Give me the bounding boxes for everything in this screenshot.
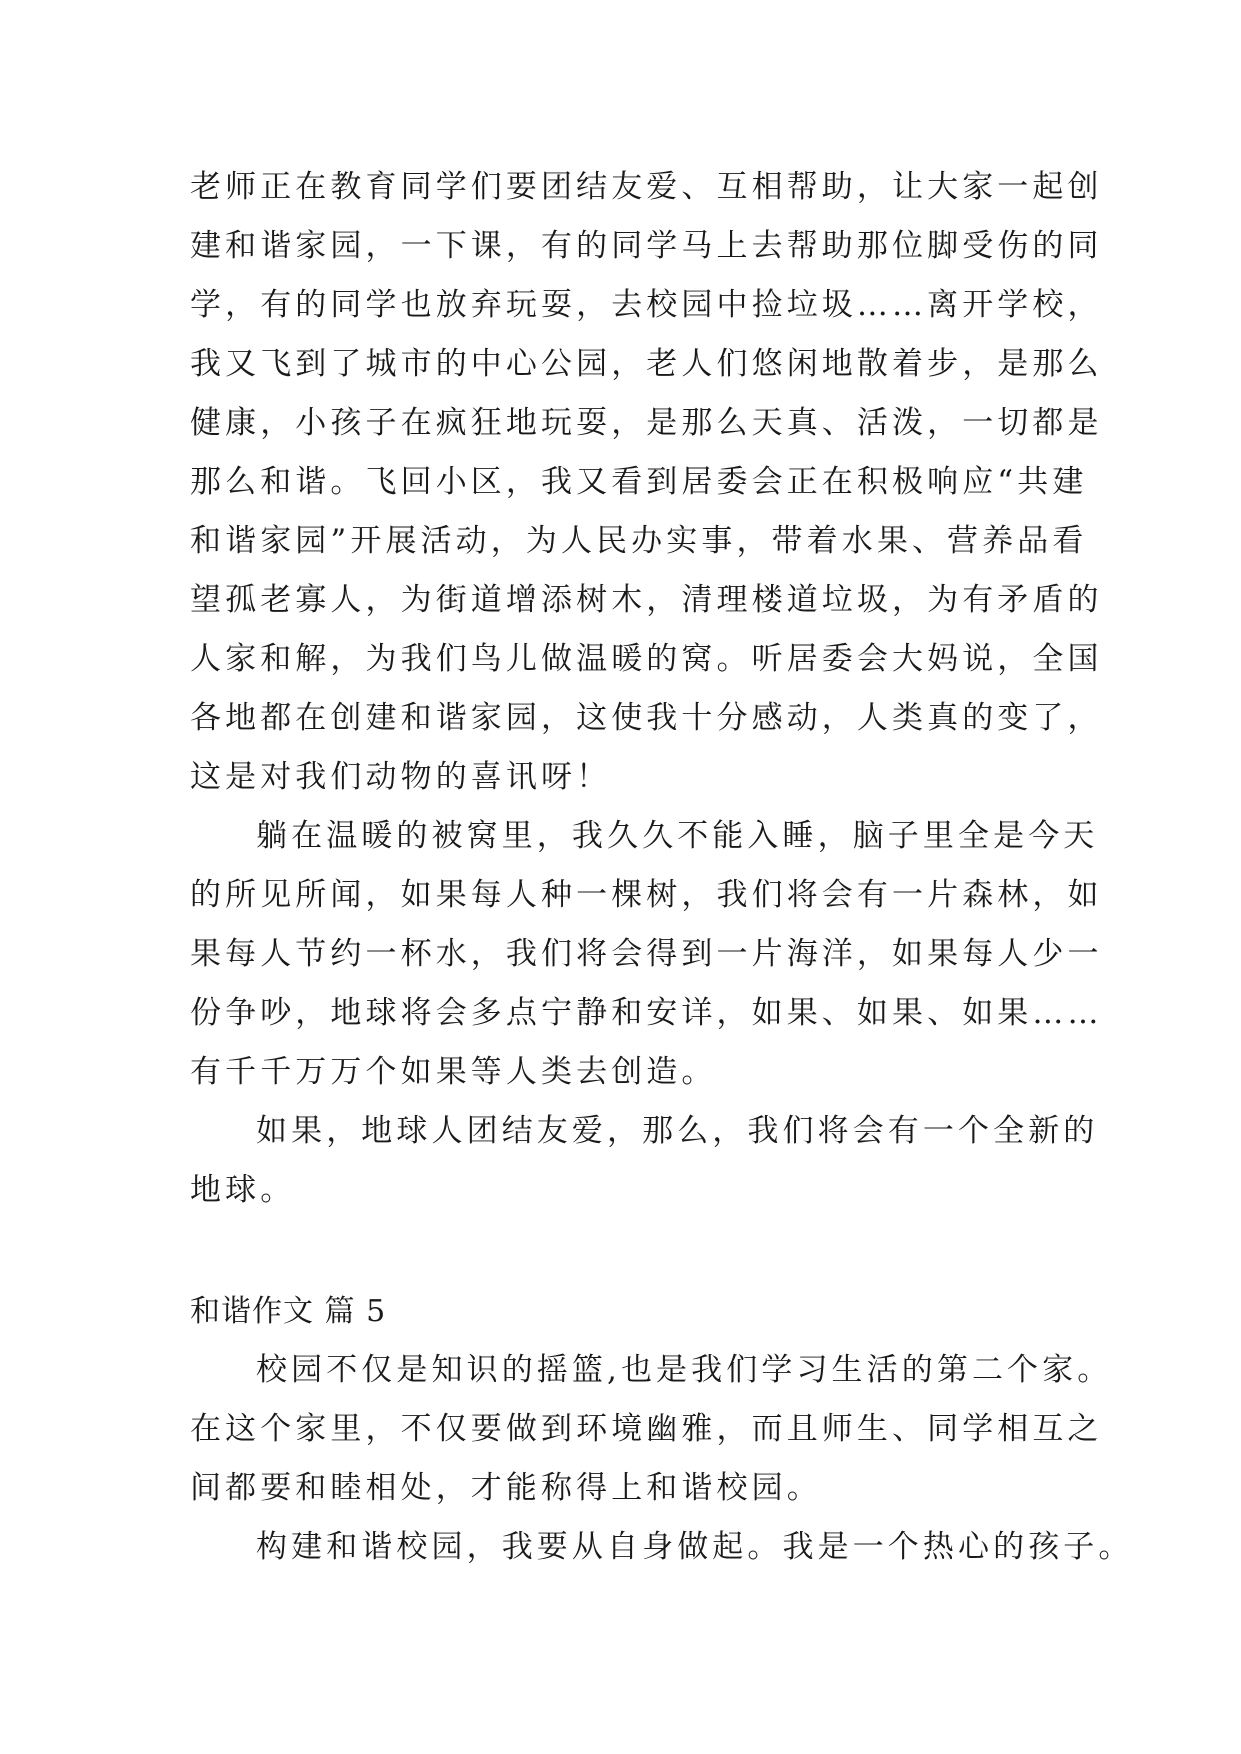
- text-line: 学，有的同学也放弃玩耍，去校园中捡垃圾……离开学校，: [190, 287, 1103, 323]
- text-line: 在这个家里，不仅要做到环境幽雅，而且师生、同学相互之: [190, 1411, 1103, 1447]
- text-line: 校园不仅是知识的摇篮,也是我们学习生活的第二个家。: [256, 1352, 1113, 1388]
- text-line: 这是对我们动物的喜讯呀！: [190, 759, 612, 795]
- text-line: 老师正在教育同学们要团结友爱、互相帮助，让大家一起创: [190, 169, 1103, 205]
- section-heading: 和谐作文 篇 5: [190, 1294, 387, 1329]
- text-line: 果每人节约一杯水，我们将会得到一片海洋，如果每人少一: [190, 936, 1103, 972]
- text-line: 那么和谐。飞回小区，我又看到居委会正在积极响应“共建: [190, 464, 1088, 500]
- text-line: 我又飞到了城市的中心公园，老人们悠闲地散着步，是那么: [190, 346, 1103, 382]
- text-line: 份争吵，地球将会多点宁静和安详，如果、如果、如果……: [190, 995, 1103, 1031]
- paragraph: [190, 1341, 1113, 1518]
- text-line: 躺在温暖的被窝里，我久久不能入睡，脑子里全是今天: [256, 818, 1099, 854]
- text-line: 人家和解，为我们鸟儿做温暖的窝。听居委会大妈说，全国: [190, 641, 1103, 677]
- section-gap: [190, 1220, 1070, 1282]
- document-body: [190, 158, 1134, 1577]
- text-line: 建和谐家园，一下课，有的同学马上去帮助那位脚受伤的同: [190, 228, 1103, 264]
- text-line: 和谐家园”开展活动，为人民办实事，带着水果、营养品看: [190, 523, 1088, 559]
- text-line: 健康，小孩子在疯狂地玩耍，是那么天真、活泼，一切都是: [190, 405, 1103, 441]
- paragraph: [190, 1102, 1099, 1220]
- paragraph: [190, 807, 1103, 1102]
- text-line: 间都要和睦相处，才能称得上和谐校园。: [190, 1470, 822, 1506]
- text-line: 望孤老寡人，为街道增添树木，清理楼道垃圾，为有矛盾的: [190, 582, 1103, 618]
- text-line: 的所见所闻，如果每人种一棵树，我们将会有一片森林，如: [190, 877, 1103, 913]
- text-line: 构建和谐校园，我要从自身做起。我是一个热心的孩子。: [256, 1529, 1134, 1565]
- paragraph: [190, 1518, 1134, 1577]
- text-line: 各地都在创建和谐家园，这使我十分感动，人类真的变了，: [190, 700, 1103, 736]
- paragraph-continued: [190, 158, 1103, 807]
- text-line: 如果，地球人团结友爱，那么，我们将会有一个全新的: [256, 1113, 1099, 1149]
- text-line: 地球。: [190, 1172, 296, 1208]
- text-line: 有千千万万个如果等人类去创造。: [190, 1054, 717, 1090]
